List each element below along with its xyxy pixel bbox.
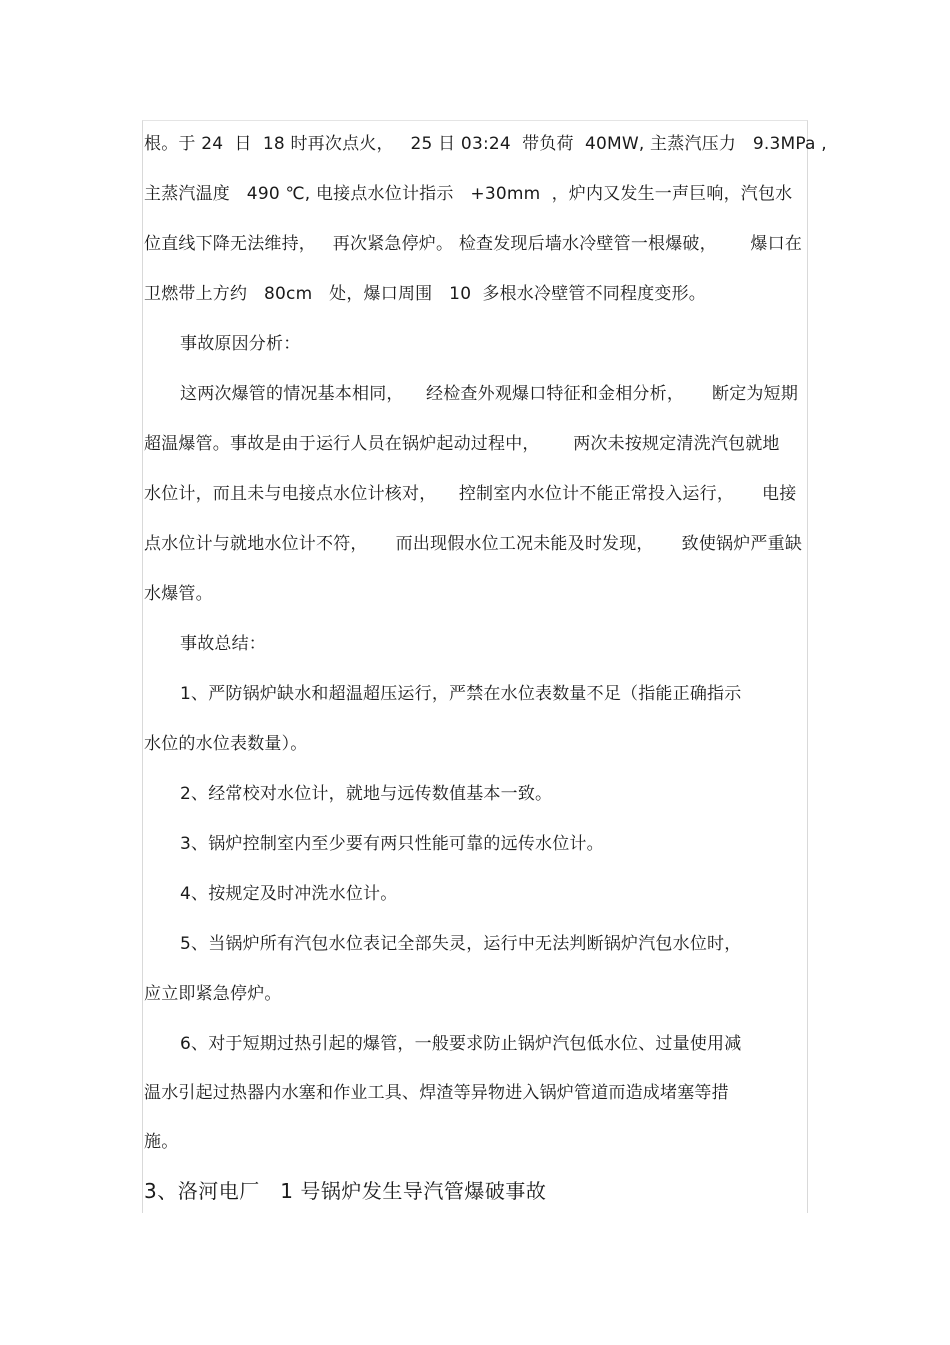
- summary-item: 2、经常校对水位计，就地与远传数值基本一致。: [180, 784, 553, 804]
- summary-item-continuation: 应立即紧急停炉。: [144, 984, 282, 1004]
- paragraph-line: 水爆管。: [144, 584, 213, 604]
- summary-item: 3、锅炉控制室内至少要有两只性能可靠的远传水位计。: [180, 834, 604, 854]
- paragraph-line: 点水位计与就地水位计不符， 而出现假水位工况未能及时发现， 致使锅炉严重缺: [144, 534, 803, 554]
- summary-item: 1、严防锅炉缺水和超温超压运行，严禁在水位表数量不足（指能正确指示: [180, 684, 742, 704]
- paragraph-line: 卫燃带上方约 80cm 处，爆口周围 10 多根水冷壁管不同程度变形。: [144, 284, 707, 304]
- cause-heading: 事故原因分析：: [180, 334, 301, 354]
- summary-item: 5、当锅炉所有汽包水位表记全部失灵，运行中无法判断锅炉汽包水位时，: [180, 934, 742, 954]
- paragraph-line: 根。于 24 日 18 时再次点火， 25 日 03:24 带负荷 40MW, 主蒸汽压力 9.3MPa ,: [144, 134, 827, 154]
- summary-heading: 事故总结：: [180, 634, 266, 654]
- section-heading: 3、洛河电厂 1 号锅炉发生导汽管爆破事故: [144, 1179, 547, 1203]
- summary-item: 6、对于短期过热引起的爆管，一般要求防止锅炉汽包低水位、过量使用减: [180, 1034, 742, 1054]
- paragraph-line: 这两次爆管的情况基本相同， 经检查外观爆口特征和金相分析， 断定为短期: [180, 384, 799, 404]
- summary-item: 4、按规定及时冲洗水位计。: [180, 884, 398, 904]
- summary-item-continuation: 水位的水位表数量）。: [144, 734, 308, 754]
- paragraph-line: 位直线下降无法维持， 再次紧急停炉。 检查发现后墙水冷壁管一根爆破， 爆口在: [144, 234, 803, 254]
- paragraph-line: 超温爆管。事故是由于运行人员在锅炉起动过程中， 两次未按规定清洗汽包就地: [144, 434, 780, 454]
- paragraph-line: 主蒸汽温度 490 ℃, 电接点水位计指示 +30mm ，炉内又发生一声巨响，汽包水: [144, 184, 793, 204]
- summary-item-continuation: 温水引起过热器内水塞和作业工具、焊渣等异物进入锅炉管道而造成堵塞等措: [144, 1083, 729, 1103]
- paragraph-line: 水位计，而且未与电接点水位计核对， 控制室内水位计不能正常投入运行， 电接: [144, 484, 797, 504]
- summary-item-continuation: 施。: [144, 1132, 179, 1152]
